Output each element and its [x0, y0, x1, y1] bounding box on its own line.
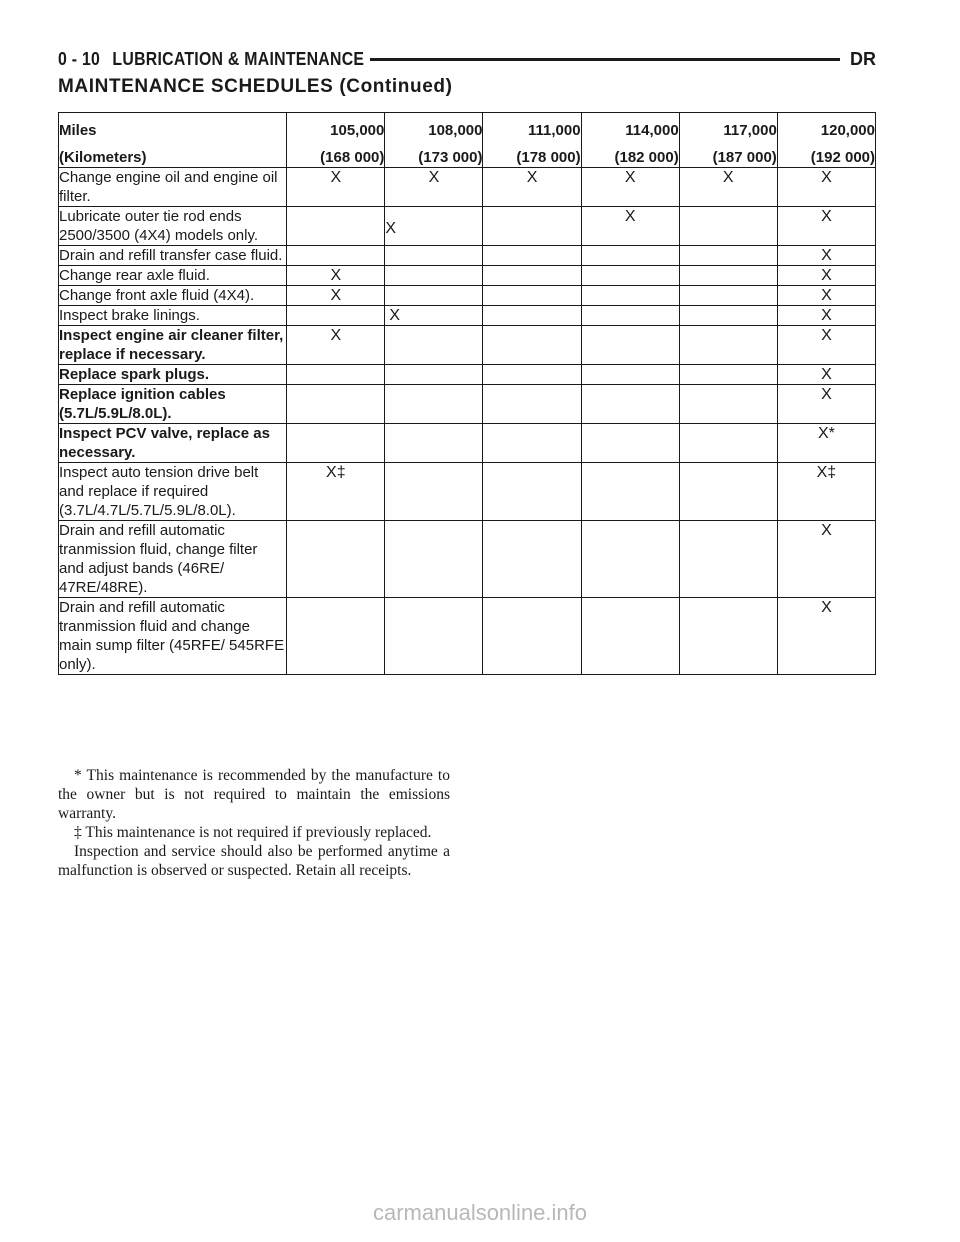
- mark-cell: [581, 521, 679, 598]
- section-name: LUBRICATION & MAINTENANCE: [112, 48, 365, 69]
- mark-cell: X: [777, 598, 875, 675]
- mark-cell: X: [483, 168, 581, 207]
- mark-cell: [483, 326, 581, 365]
- table-row: [59, 246, 876, 266]
- task-cell: Inspect PCV valve, replace as necessary.: [59, 424, 287, 463]
- mark-cell: X: [581, 168, 679, 207]
- task-cell: Inspect auto tension drive belt and replace if required (3.7L/4.7L/5.7L/5.9L/8.0L).: [59, 463, 287, 521]
- mark-cell: [385, 286, 483, 306]
- mark-cell: [679, 521, 777, 598]
- task-cell: Inspect engine air cleaner filter, replace if necessary.: [59, 326, 287, 365]
- mark-cell: [287, 598, 385, 675]
- mark-cell: [581, 246, 679, 266]
- page-header: [58, 44, 876, 74]
- mark-cell: [287, 385, 385, 424]
- mark-cell: [483, 246, 581, 266]
- header-cell-col-5: [777, 113, 875, 168]
- mark-cell: [483, 365, 581, 385]
- header-km-label: (Kilometers): [59, 149, 147, 166]
- task-cell: Drain and refill automatic tranmission fluid and change main sump filter (45RFE/ 545RFE only).: [59, 598, 287, 675]
- mark-cell: [679, 266, 777, 286]
- mark-cell: [483, 463, 581, 521]
- mark-cell: X: [287, 326, 385, 365]
- mark-cell: [483, 286, 581, 306]
- footnote-asterisk: * This maintenance is recommended by the manufacture to the owner but is not required to maintain the emissions warranty.: [58, 767, 450, 822]
- column-km: (182 000): [614, 149, 679, 166]
- mark-cell: [385, 385, 483, 424]
- mark-cell: X‡: [287, 463, 385, 521]
- mark-cell: [287, 521, 385, 598]
- mark-cell: [679, 207, 777, 246]
- mark-cell: [581, 266, 679, 286]
- mark-cell: X‡: [777, 463, 875, 521]
- header-miles-label: Miles: [59, 122, 97, 139]
- task-cell: Lubricate outer tie rod ends 2500/3500 (4X4) models only.: [59, 207, 287, 246]
- mark-cell: X: [777, 385, 875, 424]
- task-cell: Change rear axle fluid.: [59, 266, 287, 286]
- mark-cell: X: [385, 306, 483, 326]
- column-km: (168 000): [320, 149, 385, 166]
- task-cell: Drain and refill transfer case fluid.: [59, 246, 287, 266]
- mark-cell: [679, 365, 777, 385]
- column-miles: 108,000: [428, 122, 483, 139]
- table-row: [59, 266, 876, 286]
- column-miles: 114,000: [625, 122, 679, 139]
- mark-cell: [287, 246, 385, 266]
- model-code: DR: [850, 48, 876, 69]
- mark-cell: [679, 306, 777, 326]
- mark-cell: [679, 463, 777, 521]
- mark-cell: [287, 207, 385, 246]
- mark-cell: X: [287, 286, 385, 306]
- mark-cell: X: [777, 286, 875, 306]
- header-cell-col-4: [679, 113, 777, 168]
- mark-cell: [385, 463, 483, 521]
- mark-cell: X*: [777, 424, 875, 463]
- mark-cell: X: [777, 306, 875, 326]
- mark-cell: [679, 286, 777, 306]
- mark-cell: X: [287, 266, 385, 286]
- mark-cell: [581, 424, 679, 463]
- header-cell-miles: [59, 113, 287, 168]
- mark-cell: [483, 521, 581, 598]
- table-row: [59, 168, 876, 207]
- table-row: [59, 207, 876, 246]
- mark-cell: [385, 424, 483, 463]
- task-cell: Change front axle fluid (4X4).: [59, 286, 287, 306]
- header-left: [58, 49, 364, 70]
- mark-cell: X: [777, 521, 875, 598]
- mark-cell: [287, 365, 385, 385]
- mark-cell: X: [777, 246, 875, 266]
- mark-cell: X: [777, 365, 875, 385]
- watermark: carmanualsonline.info: [372, 1200, 588, 1225]
- table-row: [59, 306, 876, 326]
- mark-cell: [287, 424, 385, 463]
- column-km: (187 000): [712, 149, 777, 166]
- table-row: [59, 463, 876, 521]
- footnotes: [58, 766, 450, 880]
- mark-cell: X: [777, 168, 875, 207]
- task-cell: Change engine oil and engine oil filter.: [59, 168, 287, 207]
- table-row: [59, 326, 876, 365]
- mark-cell: [385, 326, 483, 365]
- column-miles: 105,000: [330, 122, 385, 139]
- footnote-double-dagger: ‡ This maintenance is not required if previously replaced.: [74, 824, 432, 841]
- mark-cell: [385, 365, 483, 385]
- table-row: [59, 385, 876, 424]
- mark-cell: [581, 385, 679, 424]
- column-km: (192 000): [810, 149, 875, 166]
- table-row: [59, 365, 876, 385]
- mark-cell: [483, 424, 581, 463]
- mark-cell: X: [679, 168, 777, 207]
- table-row: [59, 521, 876, 598]
- mark-cell: X: [581, 207, 679, 246]
- mark-cell: X: [385, 207, 483, 246]
- column-km: (178 000): [516, 149, 581, 166]
- task-cell: Drain and refill automatic tranmission fluid, change filter and adjust bands (46RE/ 47RE/48RE).: [59, 521, 287, 598]
- mark-cell: [679, 246, 777, 266]
- mark-cell: X: [777, 326, 875, 365]
- mark-cell: [581, 365, 679, 385]
- column-miles: 117,000: [723, 122, 777, 139]
- mark-cell: [679, 326, 777, 365]
- mark-cell: X: [287, 168, 385, 207]
- mark-cell: [385, 521, 483, 598]
- column-miles: 120,000: [820, 122, 875, 139]
- mark-cell: [581, 306, 679, 326]
- mark-cell: [385, 598, 483, 675]
- mark-cell: X: [777, 266, 875, 286]
- mark-cell: [581, 326, 679, 365]
- mark-cell: [287, 306, 385, 326]
- footnote-inspection: Inspection and service should also be performed anytime a malfunction is observed or suspected. Retain all receipts.: [58, 843, 450, 879]
- mark-cell: [581, 463, 679, 521]
- table-header-row: [59, 113, 876, 168]
- task-cell: Replace ignition cables (5.7L/5.9L/8.0L).: [59, 385, 287, 424]
- mark-cell: [581, 286, 679, 306]
- mark-cell: [483, 598, 581, 675]
- header-rule: [370, 58, 840, 61]
- maintenance-schedule-table: [58, 112, 876, 675]
- table-row: [59, 286, 876, 306]
- mark-cell: [483, 266, 581, 286]
- section-title: MAINTENANCE SCHEDULES (Continued): [58, 76, 453, 97]
- mark-cell: X: [777, 207, 875, 246]
- header-cell-col-1: [385, 113, 483, 168]
- header-cell-col-0: [287, 113, 385, 168]
- task-cell: Replace spark plugs.: [59, 365, 287, 385]
- column-km: (173 000): [418, 149, 483, 166]
- header-cell-col-3: [581, 113, 679, 168]
- mark-cell: [679, 424, 777, 463]
- mark-cell: [385, 246, 483, 266]
- mark-cell: [483, 306, 581, 326]
- mark-cell: [679, 598, 777, 675]
- table-row: [59, 598, 876, 675]
- mark-cell: X: [385, 168, 483, 207]
- mark-cell: [679, 385, 777, 424]
- table-row: [59, 424, 876, 463]
- column-miles: 111,000: [528, 122, 581, 139]
- header-cell-col-2: [483, 113, 581, 168]
- mark-cell: [581, 598, 679, 675]
- page-number: 0 - 10: [58, 48, 101, 69]
- mark-cell: [483, 207, 581, 246]
- mark-cell: [483, 385, 581, 424]
- task-cell: Inspect brake linings.: [59, 306, 287, 326]
- mark-cell: [385, 266, 483, 286]
